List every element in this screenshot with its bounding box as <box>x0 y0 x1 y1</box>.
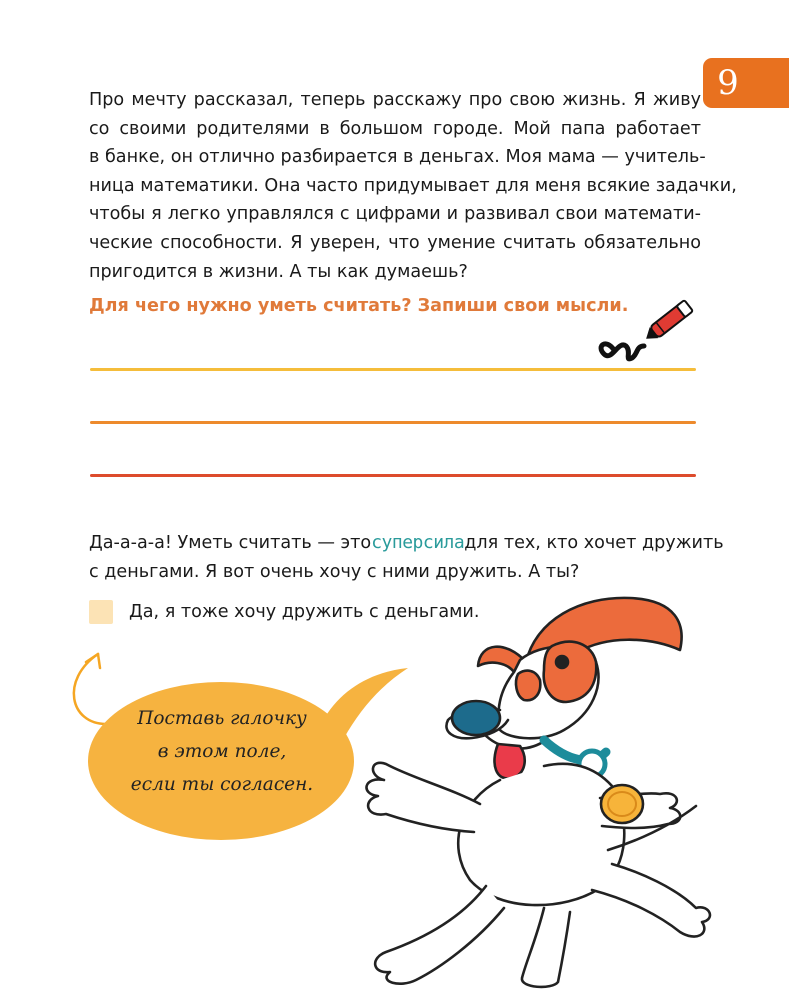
intro-line: пригодится в жизни. А ты как думаешь? <box>89 261 468 282</box>
agree-checkbox[interactable] <box>89 600 113 624</box>
para2-before: Да-а-а-а! Уметь считать — это <box>89 533 372 553</box>
intro-line: ница математики. Она часто придумывает для меня всякие задачки, <box>89 175 737 196</box>
answer-line[interactable] <box>90 421 696 424</box>
speech-bubble-text <box>96 702 348 801</box>
intro-line: чтобы я легко управлялся с цифрами и развивал свои математи- <box>89 204 701 225</box>
superpower-paragraph <box>89 529 724 586</box>
dog-illustration <box>330 590 750 990</box>
intro-paragraph <box>89 86 737 286</box>
answer-line[interactable] <box>90 474 696 477</box>
intro-line: ческие способности. Я уверен, что умение считать обязательно <box>89 232 701 253</box>
writing-prompt: Для чего нужно уметь считать? Запиши свои мысли. <box>89 296 629 316</box>
intro-line: в банке, он отлично разбирается в деньгах. Моя мама — учитель- <box>89 147 706 168</box>
para2-line2: с деньгами. Я вот очень хочу с ними дружить. А ты? <box>89 561 580 582</box>
marker-pen-icon <box>588 288 698 372</box>
para2-after: для тех, кто хочет дружить <box>464 533 724 553</box>
bubble-line: в этом поле, <box>157 741 287 762</box>
superpower-word: суперсила <box>371 532 465 553</box>
intro-line: Про мечту рассказал, теперь расскажу про свою жизнь. Я живу <box>89 90 701 110</box>
bubble-line: если ты согласен. <box>130 774 314 795</box>
agree-label: Да, я тоже хочу дружить с деньгами. <box>129 602 480 622</box>
intro-line: со своими родителями в большом городе. Мой папа работает <box>89 118 701 139</box>
page-number: 9 <box>717 63 739 103</box>
answer-line[interactable] <box>90 368 696 371</box>
bubble-line: Поставь галочку <box>137 708 307 729</box>
